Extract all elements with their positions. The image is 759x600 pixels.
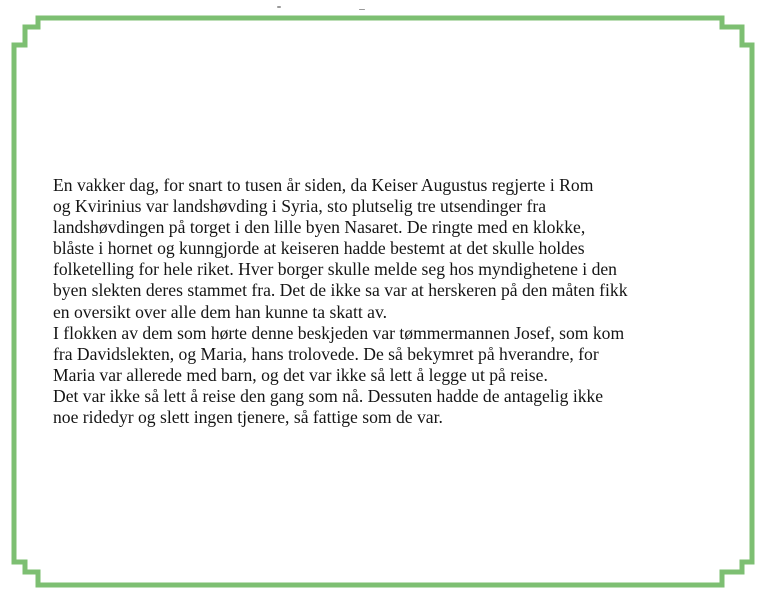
story-line: landshøvdingen på torget i den lille byen Nasaret. De ringte med en klokke, (53, 217, 586, 238)
story-line: folketelling for hele riket. Hver borger skulle melde seg hos myndighetene i den (53, 259, 617, 280)
story-line: byen slekten deres stammet fra. Det de ikke sa var at herskeren på den måten fikk (53, 280, 628, 301)
story-line: noe ridedyr og slett ingen tjenere, så fattige som de var. (53, 407, 443, 428)
story-line: Maria var allerede med barn, og det var ikke så lett å legge ut på reise. (53, 364, 548, 385)
story-line: og Kvirinius var landshøvding i Syria, sto plutselig tre utsendinger fra (53, 196, 547, 217)
story-line: I flokken av dem som hørte denne beskjeden var tømmermannen Josef, som kom (53, 322, 625, 343)
story-line: blåste i hornet og kunngjorde at keiseren hadde bestemt at det skulle holdes (53, 238, 585, 259)
story-line: fra Davidslekten, og Maria, hans trolovede. De så bekymret på hverandre, for (53, 343, 599, 364)
print-speck (277, 6, 281, 8)
story-text (53, 175, 733, 428)
story-line: Det var ikke så lett å reise den gang som nå. Dessuten hadde de antagelig ikke (53, 385, 604, 406)
print-speck (359, 9, 365, 10)
story-line: en oversikt over alle dem han kunne ta skatt av. (53, 301, 388, 322)
story-line: En vakker dag, for snart to tusen år siden, da Keiser Augustus regjerte i Rom (53, 175, 594, 195)
